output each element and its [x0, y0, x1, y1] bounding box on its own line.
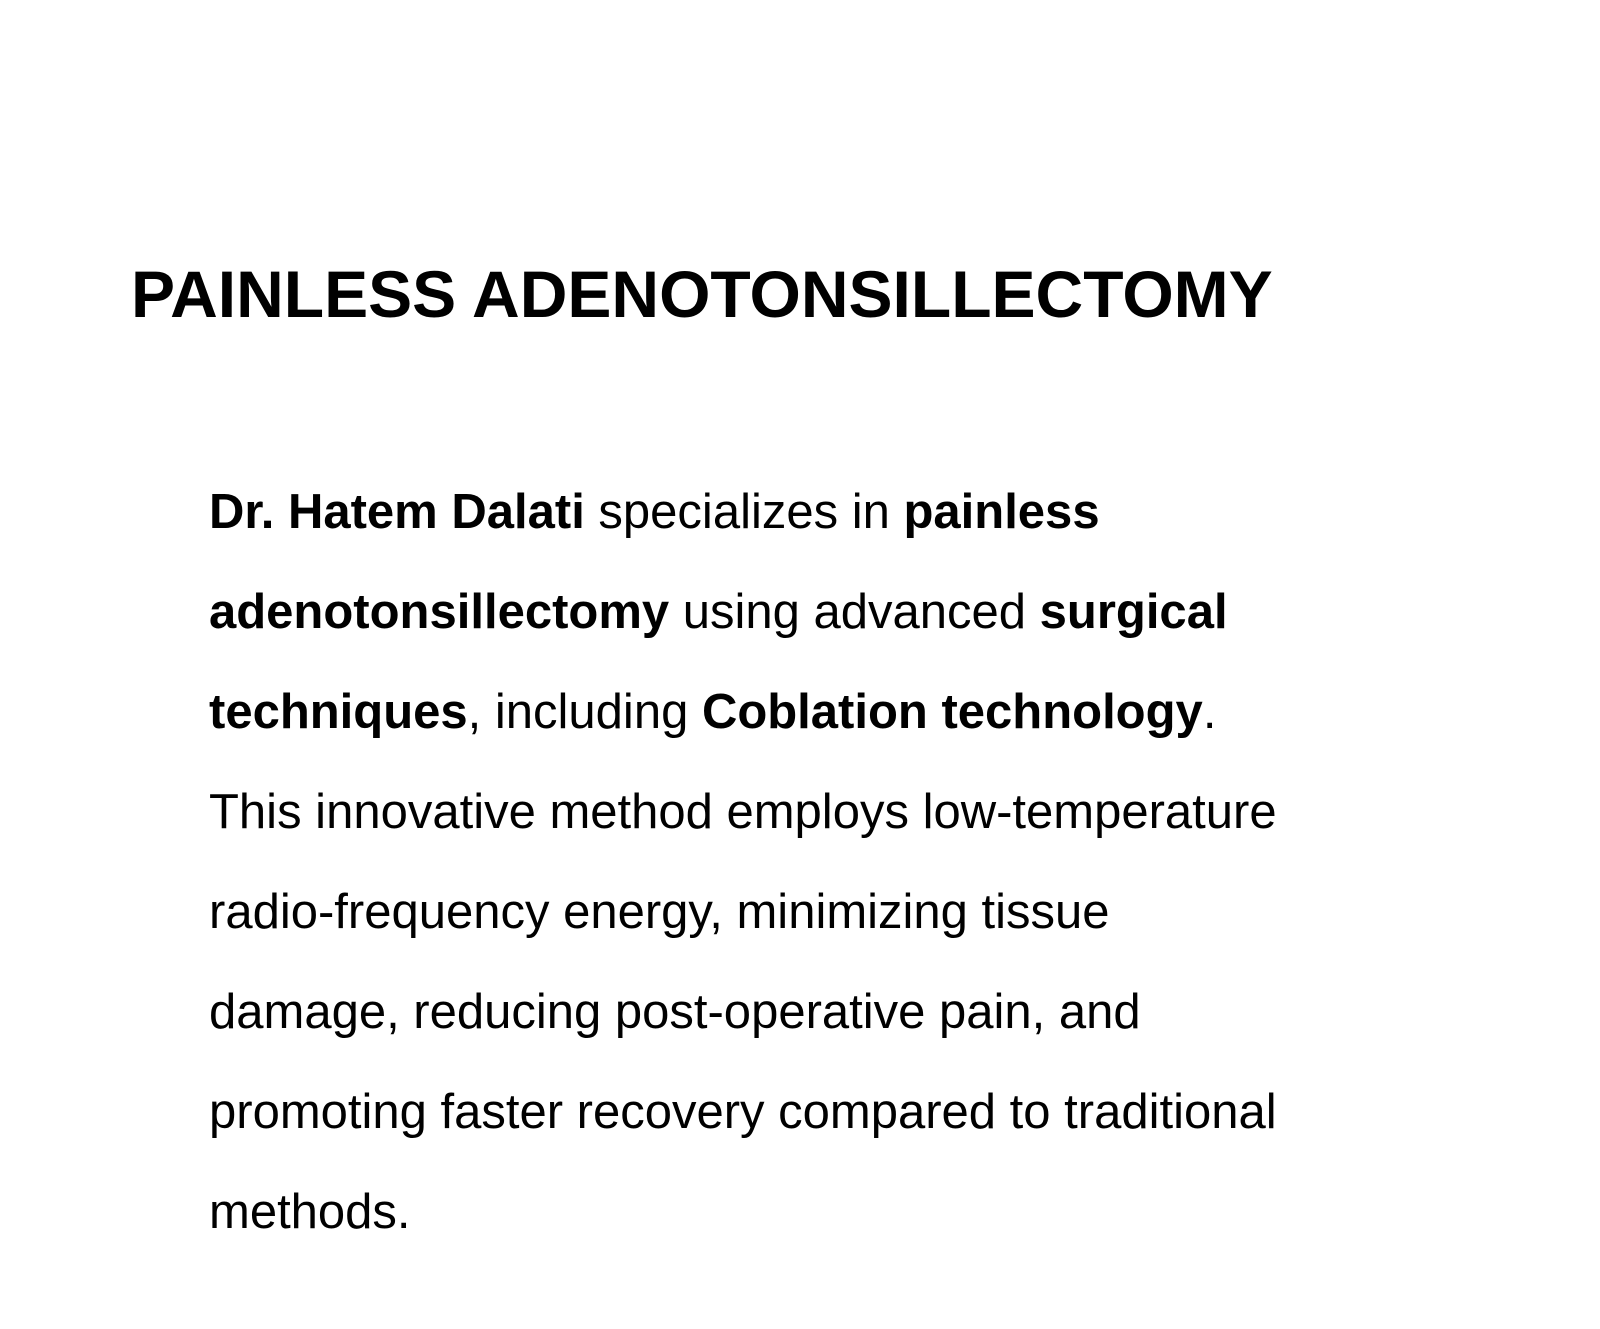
emphasis-procedure: adenotonsillectomy — [209, 585, 670, 639]
paragraph-line-4: This innovative method employs low-temperature — [209, 785, 1277, 839]
text-segment: using advanced — [669, 585, 1040, 639]
text-segment: specializes in — [584, 485, 904, 539]
doctor-name: Dr. Hatem Dalati — [209, 485, 585, 539]
paragraph-line-5: radio-frequency energy, minimizing tissue — [209, 885, 1110, 939]
paragraph-line-3 — [209, 662, 1216, 763]
text-segment: . — [1202, 685, 1217, 739]
paragraph-line-2 — [209, 562, 1228, 663]
paragraph-line-6: damage, reducing post-operative pain, and — [209, 985, 1141, 1039]
emphasis-surgical: surgical — [1039, 585, 1228, 639]
page-title: PAINLESS ADENOTONSILLECTOMY — [131, 257, 1273, 331]
emphasis-coblation: Coblation technology — [701, 685, 1203, 739]
emphasis-painless: painless — [903, 485, 1100, 539]
paragraph-line-7: promoting faster recovery compared to traditional — [209, 1085, 1277, 1139]
paragraph-line-8: methods. — [209, 1185, 411, 1239]
paragraph-line-1 — [209, 462, 1100, 563]
emphasis-techniques: techniques — [209, 685, 468, 739]
text-segment: , including — [467, 685, 702, 739]
